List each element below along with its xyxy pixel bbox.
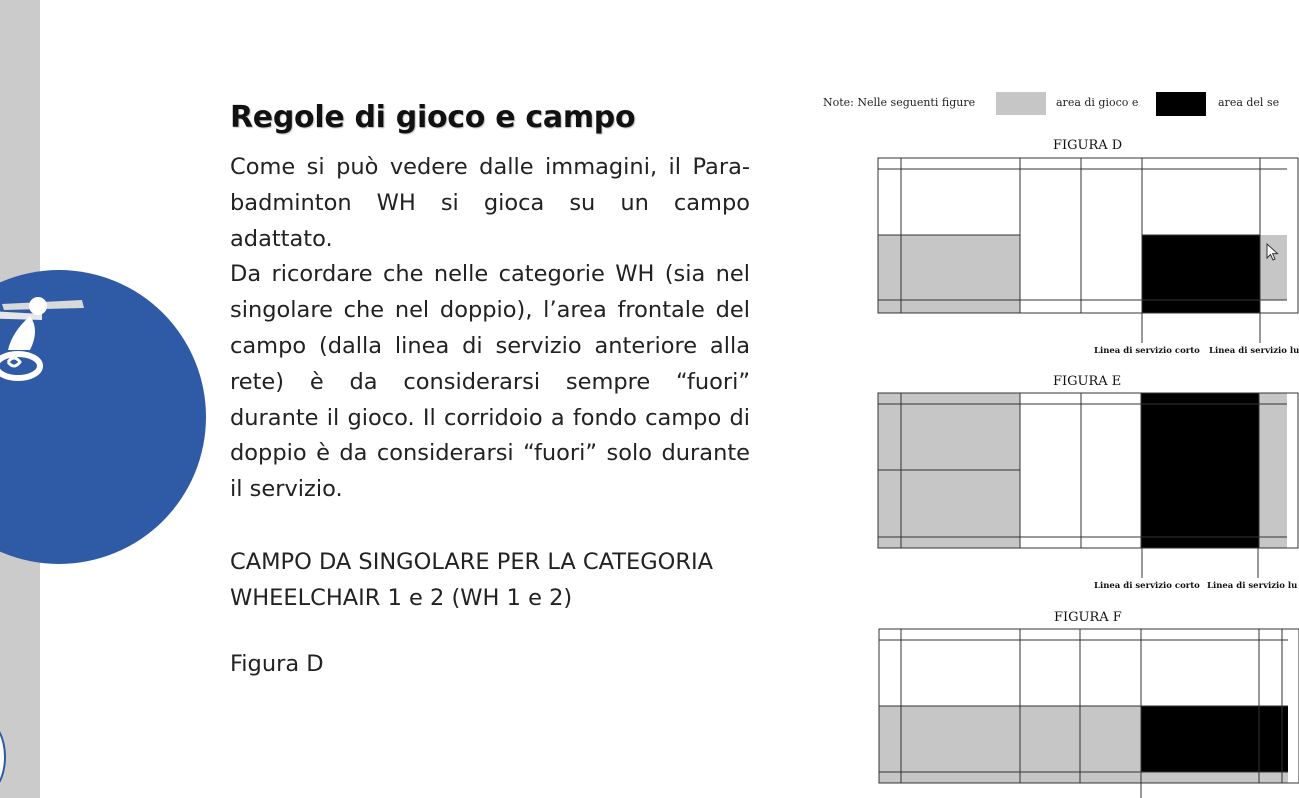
play-area (878, 235, 1020, 313)
torso (8, 316, 35, 350)
legend-service-area-swatch (1156, 92, 1206, 116)
logo-circle (0, 270, 206, 564)
figure-d-court (877, 157, 1287, 317)
figure-d-title: FIGURA D (1053, 138, 1123, 153)
wheelchair-badminton-logo-icon (0, 270, 72, 390)
figure-f-court (878, 628, 1288, 798)
play-area (879, 706, 1141, 783)
figure-f-title: FIGURA F (1054, 610, 1122, 625)
legend-note: Note: Nelle seguenti figure (823, 96, 976, 109)
service-area (1141, 393, 1259, 548)
figure-e-long-line-label: Linea di servizio lu (1207, 581, 1298, 591)
figure-d-short-line-label: Linea di servizio corto (1094, 346, 1200, 356)
wheel-swirl (8, 358, 20, 366)
service-area (1142, 235, 1260, 313)
paragraph-1: Come si può vedere dalle immagini, il Para-badminton WH si gioca su un campo adattato. (230, 154, 750, 252)
figure-e-title: FIGURA E (1053, 374, 1122, 389)
figure-d-long-line-label: Linea di servizio lu (1209, 346, 1299, 356)
play-area-bottom (1141, 772, 1288, 783)
figure-e-short-line-label: Linea di servizio corto (1094, 581, 1200, 591)
mouse-pointer-icon (1266, 243, 1280, 263)
court-figures (760, 80, 1299, 798)
head (29, 297, 47, 315)
legend-service-area-label: area del se (1218, 96, 1280, 109)
legend-play-area-label: area di gioco e (1056, 96, 1139, 109)
slide-body (230, 150, 750, 508)
category-heading-line-1: CAMPO DA SINGOLARE PER LA CATEGORIA (230, 549, 714, 575)
category-heading-line-2: WHEELCHAIR 1 e 2 (WH 1 e 2) (230, 585, 573, 611)
slide-title: Regole di gioco e campo (230, 100, 636, 135)
legend-play-area-swatch (996, 92, 1046, 115)
wheel (0, 354, 40, 378)
figure-e-court (877, 392, 1287, 552)
paragraph-2: Da ricordare che nelle categorie WH (sia nel singolare che nel doppio), l’area frontale del campo (dalla linea di servizio anteriore alla rete) è da considerarsi sempre “fuori” durante il gioco. Il corridoio a fondo campo di doppio è da considerarsi “fuori” solo durante il servizio. (230, 261, 750, 503)
category-heading (230, 544, 790, 616)
play-area-right (1259, 393, 1287, 548)
figure-label: Figura D (230, 651, 324, 677)
service-area (1141, 706, 1288, 772)
